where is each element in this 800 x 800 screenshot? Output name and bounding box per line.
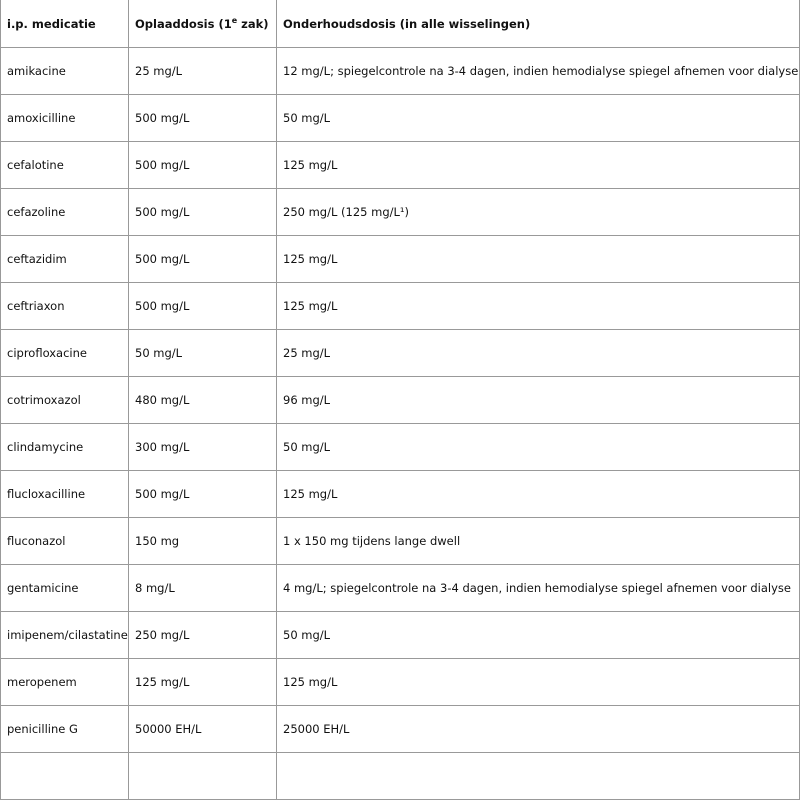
cell-medication: ceftazidim [1, 236, 129, 283]
table-row [1, 659, 800, 706]
header-loading-prefix: Oplaaddosis (1 [135, 16, 232, 31]
cell-medication: penicilline G [1, 706, 129, 753]
table-row [1, 283, 800, 330]
cell-medication: amikacine [1, 48, 129, 95]
header-loading-superscript: e [231, 15, 238, 25]
cell-maintenance-dose: 12 mg/L; spiegelcontrole na 3-4 dagen, indien hemodialyse spiegel afnemen voor dialyse [277, 48, 800, 95]
cell-loading-dose: 500 mg/L [129, 95, 277, 142]
cell-loading-dose: 50000 EH/L [129, 706, 277, 753]
cell-maintenance-dose: 50 mg/L [277, 95, 800, 142]
cell-loading-dose: 500 mg/L [129, 283, 277, 330]
cell-medication: gentamicine [1, 565, 129, 612]
cell-medication: fluconazol [1, 518, 129, 565]
cell-loading-dose: 25 mg/L [129, 48, 277, 95]
table-row [1, 142, 800, 189]
table-row [1, 518, 800, 565]
cell-loading-dose: 500 mg/L [129, 236, 277, 283]
cell-maintenance-dose: 125 mg/L [277, 236, 800, 283]
cell-medication: ciprofloxacine [1, 330, 129, 377]
cell-maintenance-dose [277, 753, 800, 800]
table-row [1, 565, 800, 612]
table-header-row [1, 0, 800, 48]
cell-medication: ceftriaxon [1, 283, 129, 330]
cell-medication: clindamycine [1, 424, 129, 471]
cell-medication: flucloxacilline [1, 471, 129, 518]
cell-maintenance-dose: 125 mg/L [277, 283, 800, 330]
cell-loading-dose: 50 mg/L [129, 330, 277, 377]
table-row [1, 612, 800, 659]
cell-medication: cotrimoxazol [1, 377, 129, 424]
table-row [1, 706, 800, 753]
cell-medication: amoxicilline [1, 95, 129, 142]
cell-maintenance-dose: 25 mg/L [277, 330, 800, 377]
cell-maintenance-dose: 50 mg/L [277, 612, 800, 659]
cell-loading-dose: 125 mg/L [129, 659, 277, 706]
cell-medication: cefalotine [1, 142, 129, 189]
cell-medication: imipenem/cilastatine [1, 612, 129, 659]
table-row [1, 424, 800, 471]
cell-medication: cefazoline [1, 189, 129, 236]
cell-maintenance-dose: 25000 EH/L [277, 706, 800, 753]
table-row [1, 377, 800, 424]
cell-maintenance-dose: 125 mg/L [277, 471, 800, 518]
cell-loading-dose: 300 mg/L [129, 424, 277, 471]
table-row [1, 236, 800, 283]
cell-loading-dose: 250 mg/L [129, 612, 277, 659]
cell-loading-dose: 500 mg/L [129, 142, 277, 189]
table-row [1, 753, 800, 800]
cell-loading-dose: 8 mg/L [129, 565, 277, 612]
table-row [1, 189, 800, 236]
table-row [1, 330, 800, 377]
table-row [1, 95, 800, 142]
cell-maintenance-dose: 125 mg/L [277, 142, 800, 189]
cell-medication: meropenem [1, 659, 129, 706]
cell-loading-dose: 480 mg/L [129, 377, 277, 424]
table-body [1, 48, 800, 800]
table-row [1, 48, 800, 95]
cell-maintenance-dose: 125 mg/L [277, 659, 800, 706]
header-loading-dose [129, 0, 277, 48]
cell-maintenance-dose: 50 mg/L [277, 424, 800, 471]
header-maintenance-dose: Onderhoudsdosis (in alle wisselingen) [277, 0, 800, 48]
cell-maintenance-dose: 96 mg/L [277, 377, 800, 424]
cell-loading-dose: 500 mg/L [129, 189, 277, 236]
cell-maintenance-dose: 1 x 150 mg tijdens lange dwell [277, 518, 800, 565]
cell-medication [1, 753, 129, 800]
cell-loading-dose: 500 mg/L [129, 471, 277, 518]
cell-maintenance-dose: 250 mg/L (125 mg/L¹) [277, 189, 800, 236]
header-medication: i.p. medicatie [1, 0, 129, 48]
cell-loading-dose: 150 mg [129, 518, 277, 565]
header-loading-suffix: zak) [237, 16, 269, 31]
table-row [1, 471, 800, 518]
cell-loading-dose [129, 753, 277, 800]
cell-maintenance-dose: 4 mg/L; spiegelcontrole na 3-4 dagen, indien hemodialyse spiegel afnemen voor dialyse [277, 565, 800, 612]
